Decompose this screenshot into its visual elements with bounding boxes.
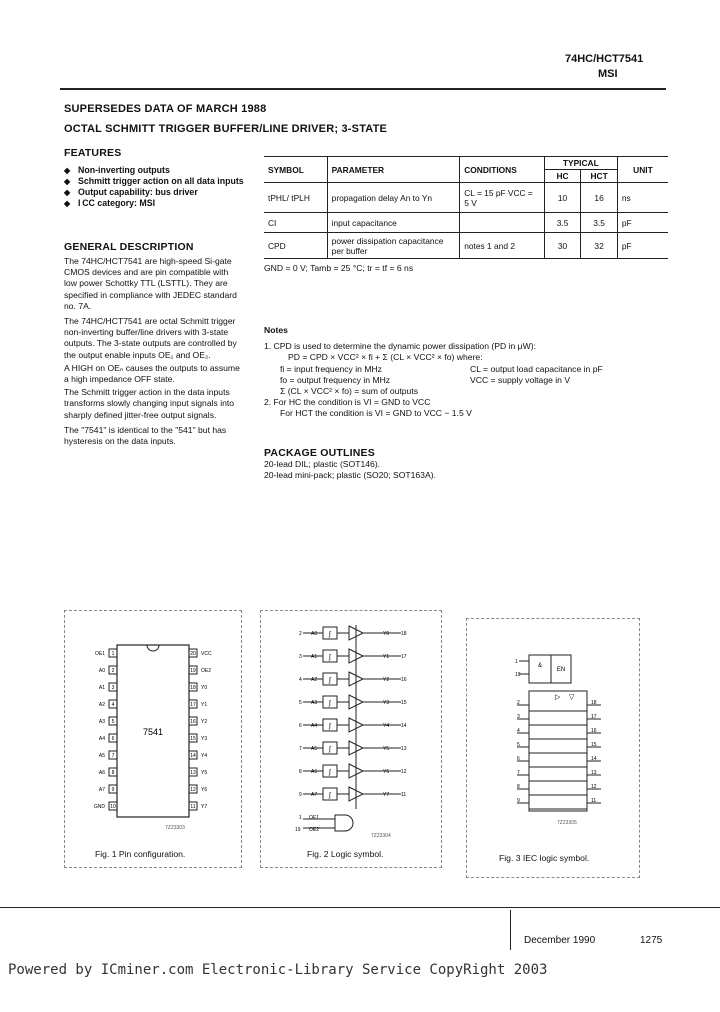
pin-configuration-diagram bbox=[65, 611, 241, 846]
footer-page: 1275 bbox=[640, 935, 663, 946]
pin-name: GND bbox=[93, 804, 105, 810]
spec-table-wrap bbox=[264, 156, 668, 274]
pin-name: VCC bbox=[201, 651, 212, 657]
pin-name: Y6 bbox=[201, 787, 208, 793]
category: MSI bbox=[598, 68, 618, 80]
pin-name: Y5 bbox=[201, 770, 208, 776]
footer-watermark: Powered by ICminer.com Electronic-Library Service CopyRight 2003 bbox=[8, 962, 548, 978]
output-label: Y5 bbox=[383, 746, 390, 752]
cell-parameter: propagation delay An to Yn bbox=[327, 183, 460, 213]
pin-number: 2 bbox=[111, 668, 115, 674]
cell-symbol: CPD bbox=[268, 240, 286, 251]
iec-input-pin: 1 bbox=[515, 659, 518, 665]
cell-symbol: CI bbox=[268, 217, 277, 228]
iec-output-pin: 18 bbox=[591, 700, 597, 706]
cell-hct: 3.5 bbox=[581, 213, 618, 233]
input-label: A0 bbox=[311, 631, 318, 637]
iec-output-pin: 14 bbox=[591, 756, 597, 762]
cell-unit: ns bbox=[617, 183, 668, 213]
output-label: Y0 bbox=[383, 631, 390, 637]
amp-label: & bbox=[537, 663, 543, 669]
input-label: A6 bbox=[311, 769, 318, 775]
iec-input-pin: 2 bbox=[517, 700, 520, 706]
note-sum: Σ (CL × VCC² × fo) = sum of outputs bbox=[280, 386, 419, 397]
supersedes-title: SUPERSEDES DATA OF MARCH 1988 bbox=[64, 103, 267, 115]
fig3-box bbox=[466, 618, 640, 878]
input-label: A2 bbox=[311, 677, 318, 683]
pin-name: A4 bbox=[98, 736, 105, 742]
output-pin-number: 15 bbox=[401, 700, 407, 706]
iec-input-pin: 7 bbox=[517, 770, 520, 776]
pin-number: 3 bbox=[111, 685, 115, 691]
general-p1: The 74HC/HCT7541 are high-speed Si-gate CMOS devices and are pin compatible with low power Schottky TTL (LSTTL). They are specified in compliance with JEDEC standard no. 7A. bbox=[64, 256, 237, 311]
chip-label: 7541 bbox=[142, 727, 164, 737]
cell-hct: 32 bbox=[581, 233, 618, 259]
pin-number: 20 bbox=[190, 651, 196, 657]
col-conditions: CONDITIONS bbox=[460, 157, 545, 183]
schmitt-icon: ∫ bbox=[329, 746, 331, 753]
iec-input-pin: 5 bbox=[517, 742, 520, 748]
input-label: A3 bbox=[311, 700, 318, 706]
fig3-caption: Fig. 3 IEC logic symbol. bbox=[499, 853, 590, 863]
output-label: Y2 bbox=[383, 677, 390, 683]
feature-item: ◆ Schmitt trigger action on all data inputs bbox=[64, 176, 244, 187]
pin-number: 5 bbox=[111, 719, 115, 725]
input-label: A7 bbox=[311, 792, 318, 798]
fig1-code: 7Z23303 bbox=[165, 825, 185, 831]
col-hc: HC bbox=[544, 170, 581, 183]
pin-name: Y0 bbox=[201, 685, 208, 691]
iec-input-pin: 8 bbox=[517, 784, 520, 790]
schmitt-icon: ∫ bbox=[329, 700, 331, 707]
pin-name: A2 bbox=[98, 702, 105, 708]
fig2-box bbox=[260, 610, 442, 868]
spec-table bbox=[264, 156, 668, 259]
pin-number: 10 bbox=[110, 804, 116, 810]
iec-input-pin: 19 bbox=[515, 672, 521, 678]
output-pin-number: 17 bbox=[401, 654, 407, 660]
input-pin-number: 2 bbox=[299, 631, 302, 637]
cell-hc: 3.5 bbox=[544, 213, 581, 233]
package-line-1: 20-lead DIL; plastic (SOT146). bbox=[264, 459, 381, 469]
oe1-label: OE1 bbox=[309, 815, 320, 821]
note-2a: 2. For HC the condition is VI = GND to VCC bbox=[264, 397, 431, 408]
fig2-code: 7Z23304 bbox=[371, 833, 391, 839]
footer-date: December 1990 bbox=[524, 935, 596, 946]
pin-name: Y7 bbox=[201, 804, 208, 810]
col-hct: HCT bbox=[581, 170, 618, 183]
general-p5: The "7541" is identical to the "541" but has hysteresis on the data inputs. bbox=[64, 424, 227, 447]
table-row bbox=[264, 213, 668, 233]
output-pin-number: 14 bbox=[401, 723, 407, 729]
pin-name: OE2 bbox=[201, 668, 212, 674]
general-heading: GENERAL DESCRIPTION bbox=[64, 241, 194, 253]
cell-conditions: CL = 15 pF VCC = 5 V bbox=[460, 183, 545, 213]
input-pin-number: 4 bbox=[299, 677, 302, 683]
pin-name: A7 bbox=[98, 787, 105, 793]
package-outlines bbox=[264, 459, 436, 481]
cell-conditions bbox=[460, 213, 545, 233]
cell-conditions: notes 1 and 2 bbox=[460, 233, 545, 259]
general-p2: The 74HC/HCT7541 are octal Schmitt trigger non-inverting buffer/line drivers with 3-state outputs. The 3-state outputs are controlled by the output enable inputs OE₁ and OE₂. bbox=[64, 316, 237, 360]
col-parameter: PARAMETER bbox=[327, 157, 460, 183]
oe2-label: OE2 bbox=[309, 827, 320, 833]
note-formula: PD = CPD × VCC² × fi + Σ (CL × VCC² × fo) where: bbox=[288, 352, 483, 363]
note-cl: CL = output load capacitance in pF bbox=[470, 363, 603, 374]
iec-output-pin: 17 bbox=[591, 714, 597, 720]
pin-name: OE1 bbox=[94, 651, 105, 657]
cell-hct: 16 bbox=[581, 183, 618, 213]
note-fo: fo = output frequency in MHz bbox=[280, 374, 391, 385]
pin-number: 6 bbox=[111, 736, 115, 742]
cell-parameter: input capacitance bbox=[327, 213, 460, 233]
schmitt-icon: ∫ bbox=[329, 723, 331, 730]
iec-input-pin: 9 bbox=[517, 798, 520, 804]
main-title: OCTAL SCHMITT TRIGGER BUFFER/LINE DRIVER; 3-STATE bbox=[64, 123, 388, 135]
output-label: Y6 bbox=[383, 769, 390, 775]
feature-item: ◆ Non-inverting outputs bbox=[64, 165, 244, 176]
input-pin-number: 5 bbox=[299, 700, 302, 706]
package-heading: PACKAGE OUTLINES bbox=[264, 447, 375, 459]
pin-number: 19 bbox=[190, 668, 196, 674]
schmitt-icon: ∫ bbox=[329, 631, 331, 638]
pin-number: 13 bbox=[190, 770, 196, 776]
pin-number: 15 bbox=[190, 736, 196, 742]
output-pin-number: 16 bbox=[401, 677, 407, 683]
iec-output-pin: 12 bbox=[591, 784, 597, 790]
schmitt-icon: ∫ bbox=[329, 654, 331, 661]
col-unit: UNIT bbox=[617, 157, 668, 183]
table-row bbox=[264, 183, 668, 213]
features-heading: FEATURES bbox=[64, 147, 122, 159]
cell-hc: 10 bbox=[544, 183, 581, 213]
output-pin-number: 13 bbox=[401, 746, 407, 752]
pin-number: 14 bbox=[190, 753, 196, 759]
input-label: A1 bbox=[311, 654, 318, 660]
feature-item: ◆ I CC category: MSI bbox=[64, 198, 244, 209]
input-pin-number: 8 bbox=[299, 769, 302, 775]
top-rule bbox=[60, 88, 666, 90]
footer-rule bbox=[0, 907, 720, 908]
schmitt-icon: ∫ bbox=[329, 769, 331, 776]
general-p3: A HIGH on OEₙ causes the outputs to assume a high impedance OFF state. bbox=[64, 362, 240, 385]
chip-notch bbox=[147, 645, 159, 651]
notes bbox=[264, 325, 668, 420]
input-label: A4 bbox=[311, 723, 318, 729]
pin-number: 11 bbox=[190, 804, 196, 810]
fig1-caption: Fig. 1 Pin configuration. bbox=[95, 849, 186, 859]
fig1-box bbox=[64, 610, 242, 868]
pin-name: A0 bbox=[98, 668, 105, 674]
schmitt-icon: ∫ bbox=[329, 792, 331, 799]
iec-input-pin: 6 bbox=[517, 756, 520, 762]
and-gate bbox=[335, 815, 353, 831]
pin-name: A6 bbox=[98, 770, 105, 776]
iec-input-pin: 4 bbox=[517, 728, 520, 734]
fig2-caption: Fig. 2 Logic symbol. bbox=[307, 849, 384, 859]
pin-number: 9 bbox=[111, 787, 115, 793]
pin-name: A3 bbox=[98, 719, 105, 725]
pin-number: 12 bbox=[190, 787, 196, 793]
cell-parameter: power dissipation capacitance per buffer bbox=[327, 233, 460, 259]
buffer-symbol: ▷ bbox=[555, 694, 561, 701]
input-pin-number: 9 bbox=[299, 792, 302, 798]
fig3-code: 7Z23305 bbox=[557, 820, 577, 826]
note-fi: fi = input frequency in MHz bbox=[280, 363, 382, 374]
feature-item: ◆ Output capability: bus driver bbox=[64, 187, 244, 198]
pin-number: 1 bbox=[111, 651, 115, 657]
logic-symbol-diagram bbox=[261, 611, 441, 846]
pin-number: 16 bbox=[190, 719, 196, 725]
oe1-pin: 1 bbox=[299, 815, 302, 821]
iec-input-pin: 3 bbox=[517, 714, 520, 720]
pin-name: Y2 bbox=[201, 719, 208, 725]
table-row bbox=[264, 233, 668, 259]
notes-heading: Notes bbox=[264, 325, 288, 335]
output-pin-number: 18 bbox=[401, 631, 407, 637]
col-typical: TYPICAL bbox=[544, 157, 617, 170]
pin-number: 4 bbox=[111, 702, 115, 708]
footer-divider bbox=[510, 910, 511, 950]
output-label: Y3 bbox=[383, 700, 390, 706]
oe2-pin: 19 bbox=[295, 827, 301, 833]
output-pin-number: 12 bbox=[401, 769, 407, 775]
note-1: 1. CPD is used to determine the dynamic power dissipation (PD in μW): bbox=[264, 341, 536, 352]
iec-output-pin: 13 bbox=[591, 770, 597, 776]
iec-logic-symbol-diagram bbox=[467, 619, 639, 849]
input-pin-number: 7 bbox=[299, 746, 302, 752]
pin-number: 7 bbox=[111, 753, 115, 759]
cell-symbol: tPHL/ tPLH bbox=[268, 192, 310, 203]
input-label: A5 bbox=[311, 746, 318, 752]
col-symbol: SYMBOL bbox=[264, 157, 327, 183]
note-vcc: VCC = supply voltage in V bbox=[470, 374, 571, 385]
buffer-array bbox=[529, 691, 587, 811]
iec-output-pin: 15 bbox=[591, 742, 597, 748]
table-footnote: GND = 0 V; Tamb = 25 °C; tr = tf = 6 ns bbox=[264, 263, 414, 273]
pin-number: 17 bbox=[190, 702, 196, 708]
pin-name: Y1 bbox=[201, 702, 208, 708]
part-number: 74HC/HCT7541 bbox=[565, 53, 644, 65]
pin-number: 18 bbox=[190, 685, 196, 691]
general-p4: The Schmitt trigger action in the data inputs transforms slowly changing input signals into sharply defined jitter-free output signals. bbox=[64, 387, 235, 420]
output-label: Y1 bbox=[383, 654, 390, 660]
schmitt-icon: ∫ bbox=[329, 677, 331, 684]
input-pin-number: 3 bbox=[299, 654, 302, 660]
en-label: EN bbox=[556, 667, 566, 673]
output-label: Y7 bbox=[383, 792, 390, 798]
output-pin-number: 11 bbox=[401, 792, 407, 798]
output-label: Y4 bbox=[383, 723, 390, 729]
iec-output-pin: 11 bbox=[591, 798, 597, 804]
amp-block bbox=[529, 655, 551, 683]
cell-unit: pF bbox=[617, 213, 668, 233]
tristate-symbol: ▽ bbox=[569, 694, 575, 701]
pin-name: Y3 bbox=[201, 736, 208, 742]
pin-number: 8 bbox=[111, 770, 115, 776]
features-list bbox=[64, 165, 244, 209]
pin-name: A1 bbox=[98, 685, 105, 691]
package-line-2: 20-lead mini-pack; plastic (SO20; SOT163A). bbox=[264, 470, 436, 481]
cell-hc: 30 bbox=[544, 233, 581, 259]
input-pin-number: 6 bbox=[299, 723, 302, 729]
note-2b: For HCT the condition is VI = GND to VCC − 1.5 V bbox=[280, 408, 472, 419]
pin-name: A5 bbox=[98, 753, 105, 759]
general-description bbox=[64, 256, 242, 447]
iec-output-pin: 16 bbox=[591, 728, 597, 734]
cell-unit: pF bbox=[617, 233, 668, 259]
pin-name: Y4 bbox=[201, 753, 208, 759]
